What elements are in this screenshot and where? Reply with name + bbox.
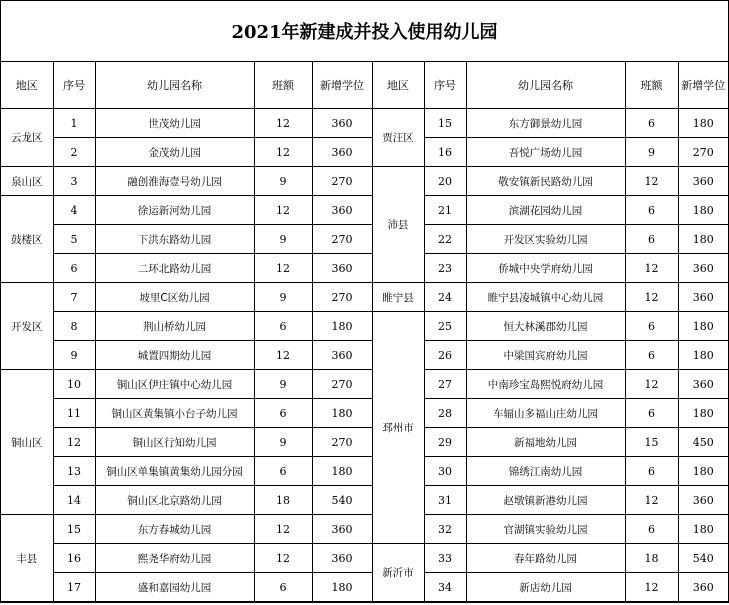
seq-cell: 12: [53, 428, 95, 457]
kindergarten-name-cell: 新福地幼儿园: [466, 428, 625, 457]
classes-cell: 9: [254, 283, 312, 312]
region-cell: 贾汪区: [372, 109, 424, 167]
seq-cell: 27: [424, 370, 466, 399]
seats-cell: 180: [678, 515, 728, 544]
table-row: [1, 283, 728, 312]
seats-cell: 270: [312, 428, 372, 457]
seats-cell: 180: [312, 399, 372, 428]
table-row: [1, 399, 728, 428]
kindergarten-name-cell: 世茂幼儿园: [95, 109, 254, 138]
classes-cell: 12: [625, 167, 678, 196]
seq-cell: 13: [53, 457, 95, 486]
seats-cell: 360: [678, 254, 728, 283]
seats-cell: 180: [312, 312, 372, 341]
seq-cell: 6: [53, 254, 95, 283]
classes-cell: 12: [625, 486, 678, 515]
kindergarten-name-cell: 下洪东路幼儿园: [95, 225, 254, 254]
seats-cell: 360: [312, 544, 372, 573]
seats-cell: 270: [312, 370, 372, 399]
region-cell: 邳州市: [372, 312, 424, 544]
seats-cell: 360: [312, 515, 372, 544]
seq-cell: 15: [53, 515, 95, 544]
header-cell: 地区: [1, 62, 53, 109]
kindergarten-name-cell: 车辐山多福山庄幼儿园: [466, 399, 625, 428]
kindergarten-name-cell: 徐运新河幼儿园: [95, 196, 254, 225]
seats-cell: 270: [312, 283, 372, 312]
kindergarten-name-cell: 荆山桥幼儿园: [95, 312, 254, 341]
seq-cell: 9: [53, 341, 95, 370]
kindergarten-name-cell: 东方御景幼儿园: [466, 109, 625, 138]
region-cell: 沛县: [372, 167, 424, 283]
seq-cell: 10: [53, 370, 95, 399]
kindergarten-name-cell: 金茂幼儿园: [95, 138, 254, 167]
classes-cell: 6: [625, 515, 678, 544]
kindergarten-name-cell: 二环北路幼儿园: [95, 254, 254, 283]
seats-cell: 180: [678, 225, 728, 254]
seats-cell: 270: [312, 167, 372, 196]
classes-cell: 18: [625, 544, 678, 573]
seats-cell: 180: [678, 312, 728, 341]
table-row: [1, 573, 728, 602]
seq-cell: 20: [424, 167, 466, 196]
kindergarten-name-cell: 中梁国宾府幼儿园: [466, 341, 625, 370]
table-row: [1, 515, 728, 544]
table-row: [1, 254, 728, 283]
region-cell: 开发区: [1, 283, 53, 370]
seats-cell: 360: [678, 486, 728, 515]
classes-cell: 9: [254, 225, 312, 254]
seats-cell: 360: [678, 573, 728, 602]
kindergarten-name-cell: 侨城中央学府幼儿园: [466, 254, 625, 283]
classes-cell: 12: [625, 283, 678, 312]
seats-cell: 180: [678, 399, 728, 428]
seq-cell: 30: [424, 457, 466, 486]
classes-cell: 9: [254, 428, 312, 457]
seats-cell: 540: [678, 544, 728, 573]
classes-cell: 6: [254, 457, 312, 486]
seq-cell: 25: [424, 312, 466, 341]
classes-cell: 15: [625, 428, 678, 457]
seats-cell: 270: [312, 225, 372, 254]
classes-cell: 12: [254, 138, 312, 167]
seq-cell: 24: [424, 283, 466, 312]
classes-cell: 6: [625, 399, 678, 428]
seats-cell: 180: [678, 341, 728, 370]
kindergarten-name-cell: 城置四期幼儿园: [95, 341, 254, 370]
seq-cell: 26: [424, 341, 466, 370]
region-cell: 云龙区: [1, 109, 53, 167]
region-cell: 泉山区: [1, 167, 53, 196]
region-cell: 新沂市: [372, 544, 424, 602]
classes-cell: 6: [625, 457, 678, 486]
table-row: [1, 457, 728, 486]
classes-cell: 12: [254, 109, 312, 138]
classes-cell: 6: [625, 341, 678, 370]
seq-cell: 5: [53, 225, 95, 254]
kindergarten-name-cell: 睢宁县凌城镇中心幼儿园: [466, 283, 625, 312]
kindergarten-name-cell: 铜山区黄集镇小台子幼儿园: [95, 399, 254, 428]
classes-cell: 12: [254, 544, 312, 573]
seq-cell: 33: [424, 544, 466, 573]
kindergarten-name-cell: 官湖镇实验幼儿园: [466, 515, 625, 544]
header-cell: 地区: [372, 62, 424, 109]
table-row: [1, 167, 728, 196]
seq-cell: 23: [424, 254, 466, 283]
kindergarten-name-cell: 恒大林溪郡幼儿园: [466, 312, 625, 341]
classes-cell: 18: [254, 486, 312, 515]
kindergarten-name-cell: 吾悦广场幼儿园: [466, 138, 625, 167]
kindergarten-name-cell: 东方春城幼儿园: [95, 515, 254, 544]
seats-cell: 360: [312, 196, 372, 225]
classes-cell: 6: [254, 312, 312, 341]
header-cell: 新增学位: [678, 62, 728, 109]
seq-cell: 31: [424, 486, 466, 515]
kindergarten-name-cell: 中南珍宝岛熙悦府幼儿园: [466, 370, 625, 399]
table-row: [1, 312, 728, 341]
region-cell: 睢宁县: [372, 283, 424, 312]
seq-cell: 21: [424, 196, 466, 225]
seats-cell: 180: [678, 109, 728, 138]
header-cell: 新增学位: [312, 62, 372, 109]
seats-cell: 540: [312, 486, 372, 515]
seats-cell: 360: [312, 138, 372, 167]
classes-cell: 12: [625, 370, 678, 399]
header-cell: 序号: [424, 62, 466, 109]
header-cell: 序号: [53, 62, 95, 109]
classes-cell: 12: [625, 573, 678, 602]
region-cell: 鼓楼区: [1, 196, 53, 283]
classes-cell: 6: [625, 225, 678, 254]
kindergarten-name-cell: 开发区实验幼儿园: [466, 225, 625, 254]
kindergarten-name-cell: 铜山区北京路幼儿园: [95, 486, 254, 515]
classes-cell: 6: [254, 573, 312, 602]
classes-cell: 9: [254, 167, 312, 196]
seq-cell: 15: [424, 109, 466, 138]
seats-cell: 360: [678, 370, 728, 399]
table-row: [1, 544, 728, 573]
header-row: [1, 62, 728, 109]
seq-cell: 32: [424, 515, 466, 544]
seq-cell: 29: [424, 428, 466, 457]
region-cell: 丰县: [1, 515, 53, 602]
kindergarten-name-cell: 铜山区行知幼儿园: [95, 428, 254, 457]
seq-cell: 4: [53, 196, 95, 225]
header-cell: 班额: [254, 62, 312, 109]
seats-cell: 180: [312, 457, 372, 486]
seq-cell: 34: [424, 573, 466, 602]
seats-cell: 270: [678, 138, 728, 167]
kindergarten-name-cell: 坡里C区幼儿园: [95, 283, 254, 312]
classes-cell: 12: [254, 196, 312, 225]
seq-cell: 22: [424, 225, 466, 254]
seats-cell: 180: [678, 457, 728, 486]
table-body: [1, 109, 728, 602]
seats-cell: 360: [312, 254, 372, 283]
kindergarten-name-cell: 赵墩镇新港幼儿园: [466, 486, 625, 515]
classes-cell: 6: [625, 196, 678, 225]
seq-cell: 11: [53, 399, 95, 428]
seq-cell: 17: [53, 573, 95, 602]
table-row: [1, 225, 728, 254]
classes-cell: 6: [254, 399, 312, 428]
page-title: 2021年新建成并投入使用幼儿园: [1, 1, 728, 62]
seats-cell: 360: [678, 167, 728, 196]
classes-cell: 12: [625, 254, 678, 283]
kindergarten-name-cell: 铜山区伊庄镇中心幼儿园: [95, 370, 254, 399]
seq-cell: 8: [53, 312, 95, 341]
seq-cell: 3: [53, 167, 95, 196]
seq-cell: 14: [53, 486, 95, 515]
region-cell: 铜山区: [1, 370, 53, 515]
kindergarten-name-cell: 锦绣江南幼儿园: [466, 457, 625, 486]
kindergarten-name-cell: 敬安镇新民路幼儿园: [466, 167, 625, 196]
classes-cell: 12: [254, 254, 312, 283]
seq-cell: 28: [424, 399, 466, 428]
header-cell: 班额: [625, 62, 678, 109]
classes-cell: 12: [254, 515, 312, 544]
seq-cell: 16: [424, 138, 466, 167]
table-row: [1, 138, 728, 167]
seq-cell: 1: [53, 109, 95, 138]
table-row: [1, 109, 728, 138]
kindergarten-name-cell: 熙尧华府幼儿园: [95, 544, 254, 573]
classes-cell: 9: [254, 370, 312, 399]
table-row: [1, 341, 728, 370]
kindergarten-name-cell: 融创淮海壹号幼儿园: [95, 167, 254, 196]
classes-cell: 6: [625, 109, 678, 138]
kindergarten-name-cell: 铜山区单集镇黄集幼儿园分园: [95, 457, 254, 486]
seats-cell: 180: [678, 196, 728, 225]
table-row: [1, 428, 728, 457]
seq-cell: 16: [53, 544, 95, 573]
table-row: [1, 196, 728, 225]
seats-cell: 360: [312, 109, 372, 138]
header-cell: 幼儿园名称: [95, 62, 254, 109]
seats-cell: 180: [312, 573, 372, 602]
seq-cell: 2: [53, 138, 95, 167]
table-row: [1, 370, 728, 399]
table-row: [1, 486, 728, 515]
kindergarten-name-cell: 新店幼儿园: [466, 573, 625, 602]
kindergarten-name-cell: 春年路幼儿园: [466, 544, 625, 573]
kindergarten-name-cell: 盛和嘉园幼儿园: [95, 573, 254, 602]
seq-cell: 7: [53, 283, 95, 312]
classes-cell: 9: [625, 138, 678, 167]
kindergarten-table: [1, 62, 728, 602]
header-cell: 幼儿园名称: [466, 62, 625, 109]
seats-cell: 360: [678, 283, 728, 312]
kindergarten-name-cell: 滨湖花园幼儿园: [466, 196, 625, 225]
classes-cell: 6: [625, 312, 678, 341]
classes-cell: 12: [254, 341, 312, 370]
seats-cell: 450: [678, 428, 728, 457]
seats-cell: 360: [312, 341, 372, 370]
